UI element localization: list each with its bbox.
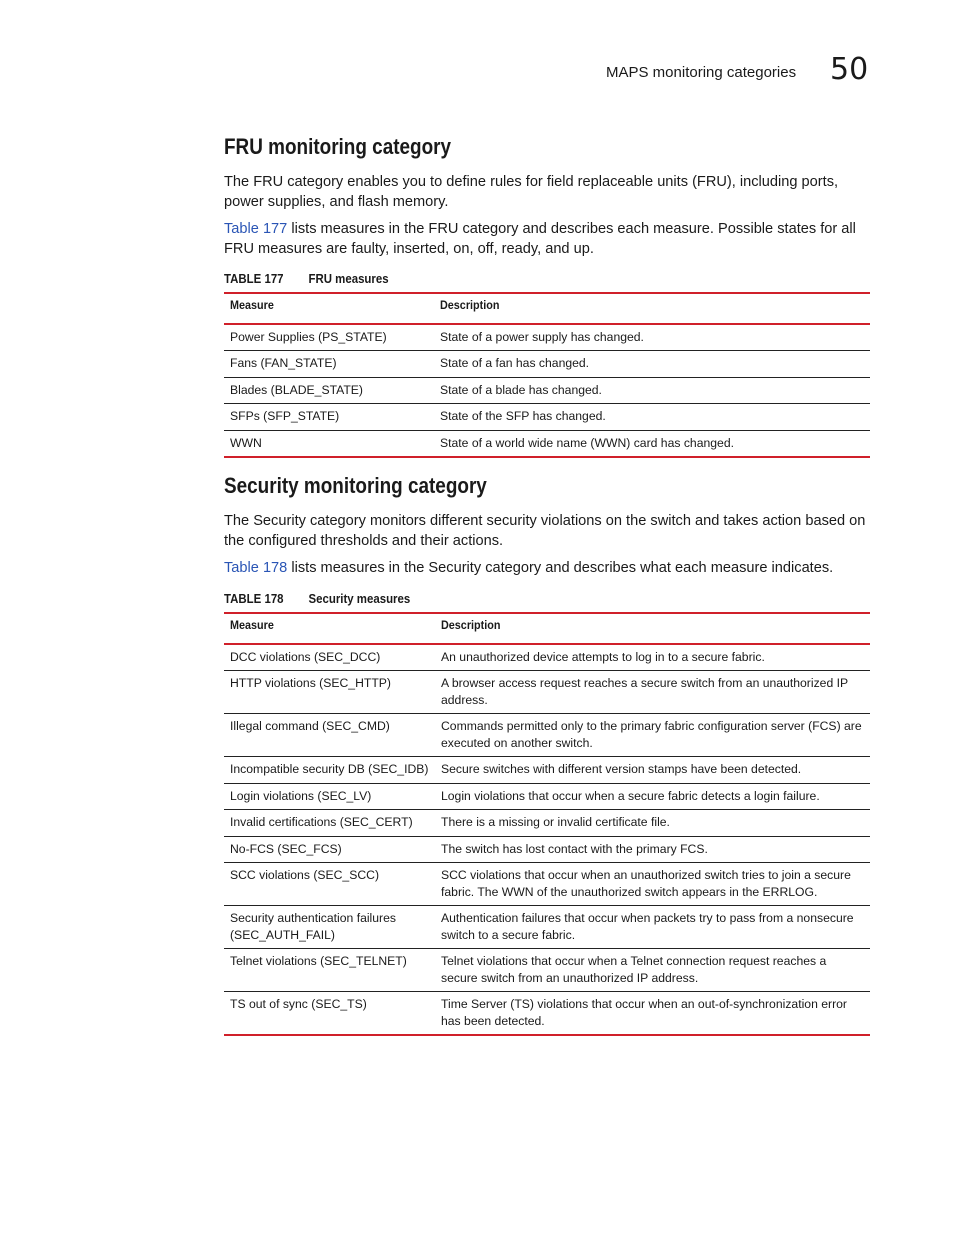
- column-header-measure: Measure: [224, 613, 435, 644]
- description-cell: An unauthorized device attempts to log in to a secure fabric.: [435, 644, 870, 671]
- security-measures-table: [224, 612, 870, 1036]
- table-row: [224, 377, 870, 404]
- table-row: [224, 430, 870, 457]
- table-row: [224, 644, 870, 671]
- security-intro-paragraph: The Security category monitors different security violations on the switch and takes action based on the configured thresholds and their actions.: [224, 513, 866, 549]
- table-178-link[interactable]: Table 178: [224, 560, 288, 576]
- table-header-row: [224, 613, 870, 644]
- table-row: [224, 863, 870, 906]
- description-cell: Secure switches with different version stamps have been detected.: [435, 757, 870, 784]
- table-row: [224, 783, 870, 810]
- table-178-caption: [224, 591, 410, 606]
- fru-section-heading: FRU monitoring category: [224, 134, 452, 159]
- column-header-measure: Measure: [224, 293, 434, 324]
- measure-cell: Fans (FAN_STATE): [224, 351, 434, 378]
- description-cell: State of a power supply has changed.: [434, 324, 870, 351]
- security-reference-paragraph: [224, 559, 870, 579]
- table-row: [224, 836, 870, 863]
- table-178-number: TABLE 178: [224, 591, 284, 606]
- measure-cell: Login violations (SEC_LV): [224, 783, 435, 810]
- description-cell: Login violations that occur when a secure fabric detects a login failure.: [435, 783, 870, 810]
- table-row: [224, 404, 870, 431]
- table-row: [224, 810, 870, 837]
- measure-cell: SFPs (SFP_STATE): [224, 404, 434, 431]
- measure-cell: Invalid certifications (SEC_CERT): [224, 810, 435, 837]
- security-table-body: [224, 644, 870, 1036]
- table-row: [224, 906, 870, 949]
- fru-table-body: [224, 324, 870, 458]
- description-cell: Telnet violations that occur when a Telnet connection request reaches a secure switch from an unauthorized IP address.: [435, 949, 870, 992]
- table-header-row: [224, 293, 870, 324]
- table-row: [224, 949, 870, 992]
- table-row: [224, 671, 870, 714]
- measure-cell: SCC violations (SEC_SCC): [224, 863, 435, 906]
- table-row: [224, 714, 870, 757]
- description-cell: A browser access request reaches a secure switch from an unauthorized IP address.: [435, 671, 870, 714]
- fru-reference-text: lists measures in the FRU category and describes each measure. Possible states for all FRU measures are faulty, inserted, on, off, ready, and up.: [224, 221, 856, 257]
- description-cell: There is a missing or invalid certificate file.: [435, 810, 870, 837]
- table-row: [224, 351, 870, 378]
- description-cell: State of a blade has changed.: [434, 377, 870, 404]
- description-cell: State of the SFP has changed.: [434, 404, 870, 431]
- measure-cell: Illegal command (SEC_CMD): [224, 714, 435, 757]
- description-cell: SCC violations that occur when an unauthorized switch tries to join a secure fabric. The WWN of the unauthorized switch appears in the ERRLOG.: [435, 863, 870, 906]
- measure-cell: Power Supplies (PS_STATE): [224, 324, 434, 351]
- security-section-heading: Security monitoring category: [224, 473, 487, 498]
- measure-cell: Security authentication failures (SEC_AUTH_FAIL): [224, 906, 435, 949]
- security-reference-text: lists measures in the Security category and describes what each measure indicates.: [287, 560, 834, 576]
- measure-cell: HTTP violations (SEC_HTTP): [224, 671, 435, 714]
- description-cell: Authentication failures that occur when packets try to pass from a nonsecure switch to a secure fabric.: [435, 906, 870, 949]
- table-row: [224, 757, 870, 784]
- description-cell: The switch has lost contact with the primary FCS.: [435, 836, 870, 863]
- table-177-link[interactable]: Table 177: [224, 221, 288, 237]
- chapter-number: 50: [830, 52, 869, 87]
- fru-reference-paragraph: [224, 220, 870, 259]
- fru-intro-paragraph: The FRU category enables you to define rules for field replaceable units (FRU), including ports, power supplies, and flash memory.: [224, 174, 839, 210]
- measure-cell: Telnet violations (SEC_TELNET): [224, 949, 435, 992]
- measure-cell: DCC violations (SEC_DCC): [224, 644, 435, 671]
- measure-cell: Blades (BLADE_STATE): [224, 377, 434, 404]
- description-cell: State of a world wide name (WWN) card has changed.: [434, 430, 870, 457]
- table-177-number: TABLE 177: [224, 271, 284, 286]
- table-row: [224, 324, 870, 351]
- table-177-caption: [224, 271, 389, 286]
- running-header-title: MAPS monitoring categories: [606, 64, 797, 81]
- table-178-title: Security measures: [308, 591, 411, 606]
- column-header-description: Description: [435, 613, 870, 644]
- description-cell: Time Server (TS) violations that occur when an out-of-synchronization error has been detected.: [435, 992, 870, 1036]
- measure-cell: No-FCS (SEC_FCS): [224, 836, 435, 863]
- fru-measures-table: [224, 292, 870, 458]
- measure-cell: Incompatible security DB (SEC_IDB): [224, 757, 435, 784]
- description-cell: State of a fan has changed.: [434, 351, 870, 378]
- description-cell: Commands permitted only to the primary fabric configuration server (FCS) are executed on another switch.: [435, 714, 870, 757]
- column-header-description: Description: [434, 293, 870, 324]
- measure-cell: TS out of sync (SEC_TS): [224, 992, 435, 1036]
- table-row: [224, 992, 870, 1036]
- measure-cell: WWN: [224, 430, 434, 457]
- table-177-title: FRU measures: [308, 271, 389, 286]
